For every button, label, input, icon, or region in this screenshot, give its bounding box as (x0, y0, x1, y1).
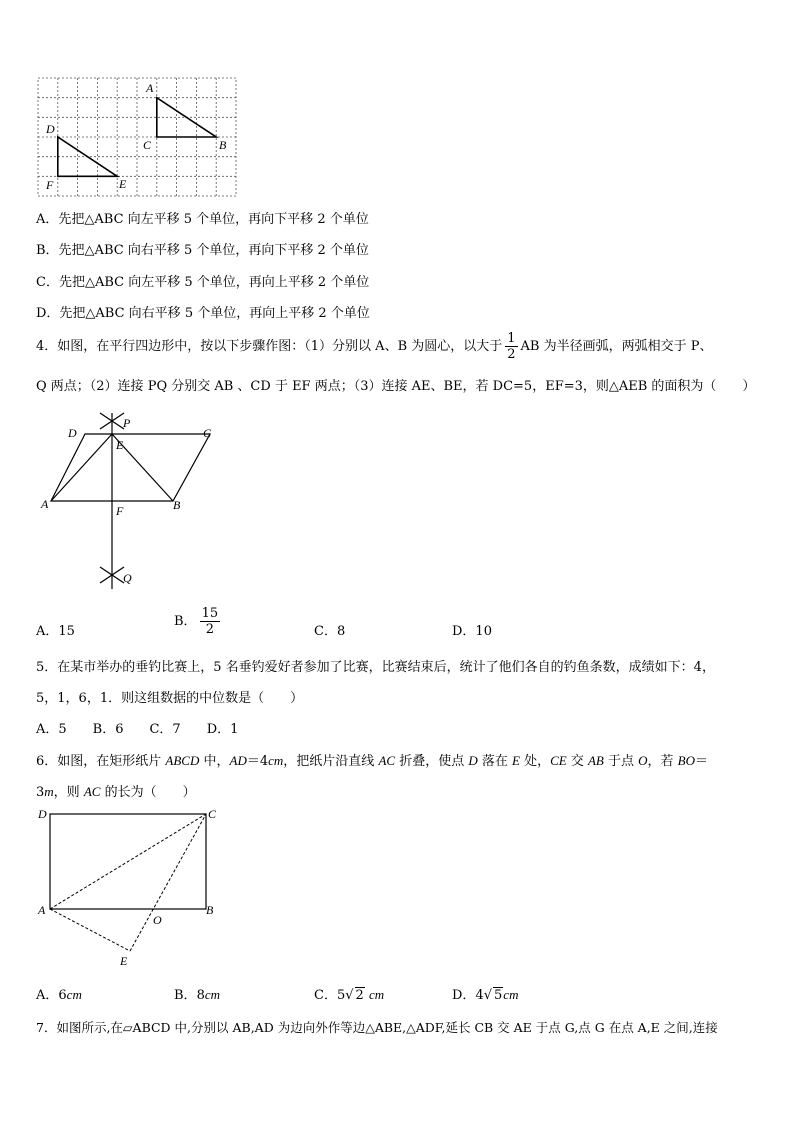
q3-label-c: C (143, 138, 152, 152)
q3-option-b: B．先把△ABC 向右平移 5 个单位，再向下平移 2 个单位 (36, 243, 369, 258)
q6-rectangle-figure (36, 802, 226, 972)
q4-option-d: D．10 (452, 624, 492, 639)
q6-option-a: A．6cm (36, 987, 82, 1003)
q4-option-b: B． $\frac{15}{2}$ (174, 606, 219, 637)
q5-line2: 5，1，6，1．则这组数据的中位数是（ ） (36, 691, 304, 706)
q7-line1: 7．如图所示,在▱ABCD 中,分别以 AB,AD 为边向外作等边△ABE,△ADF,延长 CB 交 AE 于点 G,点 G 在点 A,E 之间,连接 (36, 1020, 718, 1035)
q6-label-a: A (38, 903, 46, 917)
q4-label-c: C (203, 426, 212, 440)
q4-line2: Q 两点；（2）连接 PQ 分别交 AB 、CD 于 EF 两点；（3）连接 AE、BE，若 DC=5，EF=3，则△AEB 的面积为（ ） (36, 379, 756, 394)
q3-grid-figure (36, 76, 242, 200)
q6-option-c: C．5√ 2 cm (314, 987, 385, 1003)
q6-line2: 3m，则 AC 的长为（ ） (36, 784, 196, 800)
q6-option-d: D．4√ 5cm (452, 987, 519, 1003)
q4-label-d: D (68, 426, 77, 440)
q4-line1: 4．如图，在平行四边形中，按以下步骤作图：（1）分别以 A、B 为圆心，以大于 $\frac{1}{2}$ AB 为半径画弧，两弧相交于 P、 (36, 331, 713, 362)
q4-option-a: A．15 (36, 624, 75, 639)
q4-option-c: C．8 (314, 624, 346, 639)
q4-label-a: A (41, 497, 49, 511)
q5-options: A．5 B．6 C．7 D．1 (36, 722, 239, 737)
q6-label-b: B (206, 903, 214, 917)
q4-label-q: Q (123, 571, 132, 585)
q6-line1: 6．如图，在矩形纸片 ABCD 中，AD＝4cm，把纸片沿直线 AC 折叠，使点 D 落在 E 处，CE 交 AB 于点 O，若 BO＝ (36, 753, 709, 769)
q6-label-o: O (153, 913, 162, 927)
q3-label-d: D (46, 122, 55, 136)
q4-label-e: E (116, 438, 124, 452)
q4-parallelogram-figure (36, 405, 226, 595)
q3-label-a: A (146, 81, 154, 95)
q5-line1: 5．在某市举办的垂钓比赛上，5 名垂钓爱好者参加了比赛，比赛结束后，统计了他们各自的钓鱼条数，成绩如下：4， (36, 660, 715, 675)
q6-label-d: D (38, 807, 47, 821)
q3-label-f: F (46, 178, 54, 192)
q3-option-a: A．先把△ABC 向左平移 5 个单位，再向下平移 2 个单位 (36, 212, 369, 227)
q3-label-b: B (219, 138, 227, 152)
q3-option-c: C．先把△ABC 向左平移 5 个单位，再向上平移 2 个单位 (36, 275, 370, 290)
q4-label-p: P (123, 416, 131, 430)
q6-option-b: B．8cm (174, 987, 221, 1003)
q6-label-c: C (208, 807, 217, 821)
q3-option-d: D．先把△ABC 向右平移 5 个单位，再向上平移 2 个单位 (36, 306, 370, 321)
q4-label-b: B (173, 498, 181, 512)
q4-label-f: F (116, 504, 124, 518)
q3-label-e: E (119, 177, 127, 191)
q4-fraction: $\frac{1}{2}$ (507, 331, 516, 362)
q6-label-e: E (120, 954, 128, 968)
